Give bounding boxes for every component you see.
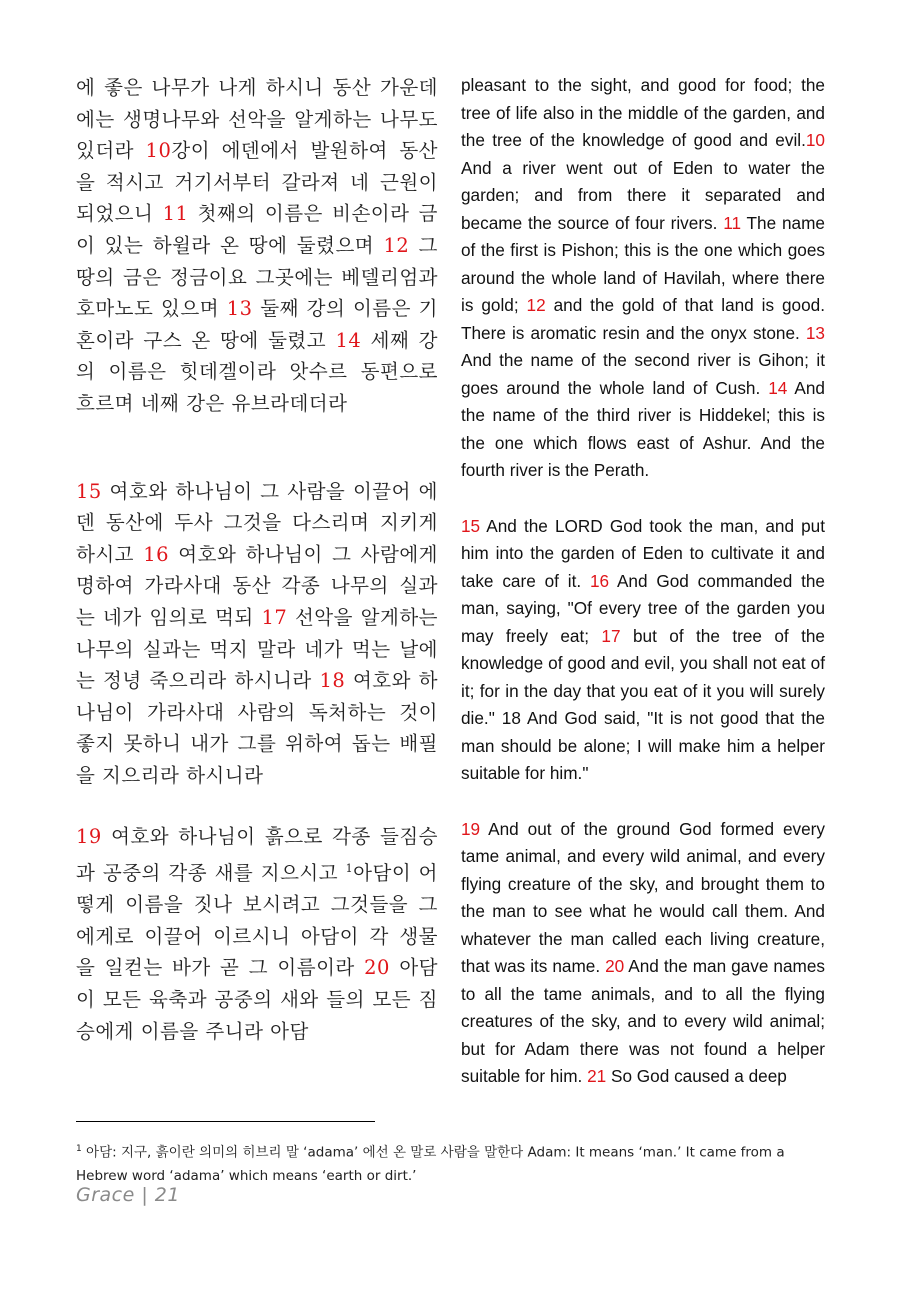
verse-number: 13 xyxy=(805,322,825,343)
verse-text: 아담이 모든 육축과 공중의 새와 들의 모든 짐승에게 이름을 주니라 아담 xyxy=(76,956,438,1043)
verse-text: and the gold of that land is good. There is aromatic resin and the onyx stone. xyxy=(461,295,826,343)
footnote xyxy=(76,1138,836,1188)
verse-number: 14 xyxy=(335,328,362,352)
page-footer: Grace | 21 xyxy=(76,1184,180,1206)
verse-text: The name of the first is Pishon; this is the one which goes around the whole land of Havilah, where there is gold; xyxy=(461,212,825,315)
verse-number: 12 xyxy=(383,233,410,257)
english-column xyxy=(461,72,825,1091)
verse-text: And the man gave names to all the tame animals, and to all the flying creatures of the sky, and to every wild animal; but for Adam there was not found a helper suitable for him. xyxy=(461,956,825,1086)
verse-text: 에 좋은 나무가 나게 하시니 동산 가운데에는 생명나무와 선악을 알게하는 나무도 있더라 xyxy=(76,76,438,163)
korean-paragraph xyxy=(76,821,438,1047)
english-paragraph xyxy=(461,513,825,788)
verse-text: And a river went out of Eden to water the garden; and from there it separated and became the source of four rivers. xyxy=(461,157,825,233)
verse-text: 여호와 하나님이 가라사대 사람의 독처하는 것이 좋지 못하니 내가 그를 위하여 돕는 배필을 지으리라 하시니라 xyxy=(76,669,438,787)
english-paragraph xyxy=(461,72,825,485)
verse-text: 여호와 하나님이 그 사람을 이끌어 에덴 동산에 두사 그것을 다스리며 지키게 하시고 xyxy=(76,479,438,566)
verse-number: 19 xyxy=(461,818,481,839)
verse-text: 선악을 알게하는 나무의 실과는 먹지 말라 네가 먹는 날에는 정녕 죽으리라 하시니라 xyxy=(76,605,438,693)
verse-text: 여호와 하나님이 그 사람에게 명하여 가라사대 동산 각종 나무의 실과는 네가 임의로 먹되 xyxy=(76,542,439,629)
verse-text: 여호와 하나님이 흙으로 각종 들짐승과 공중의 각종 새를 지으시고 xyxy=(76,825,438,885)
verse-text: 첫째의 이름은 비손이라 금이 있는 하윌라 온 땅에 둘렸으며 xyxy=(76,202,439,257)
verse-text: but of the tree of the knowledge of good and evil, you shall not eat of it; for in the day that you eat of it you will surely die." 18 And God said, "It is not good that the man should be alone; I will make him a helper suitable for him." xyxy=(461,625,825,783)
verse-text: 그 땅의 금은 정금이요 그곳에는 베델리엄과 호마노도 있으며 xyxy=(76,233,439,321)
korean-column xyxy=(76,72,438,1047)
verse-number: 10 xyxy=(145,139,172,163)
verse-text: And out of the ground God formed every tame animal, and every wild animal, and every flying creature of the sky, and brought them to the man to see what he would call them. And whatever the man called each living creature, that was its name. xyxy=(461,818,825,976)
verse-text: 강이 에덴에서 발원하여 동산을 적시고 거기서부터 갈라져 네 근원이 되었으니 xyxy=(76,139,438,226)
verse-number: 11 xyxy=(723,212,742,233)
footnote-text: 아담: 지구, 흙이란 의미의 히브리 말 ‘adama’ 에선 온 말로 사람을 말한다 Adam: It means ‘man.’ It came from a Hebrew word ‘adama’ which means ‘earth or dirt.’ xyxy=(76,1144,785,1184)
verse-number: 11 xyxy=(162,202,189,226)
verse-number: 15 xyxy=(76,479,102,503)
verse-number: 19 xyxy=(76,825,102,849)
verse-number: 16 xyxy=(589,570,610,591)
verse-number: 20 xyxy=(605,956,625,976)
verse-number: 20 xyxy=(364,956,390,980)
verse-text: 둘째 강의 이름은 기혼이라 구스 온 땅에 둘렸고 xyxy=(76,297,438,352)
verse-number: 17 xyxy=(601,625,621,646)
verse-text: And the name of the third river is Hiddekel; this is the one which flows east of Ashur. And the fourth river is the Perath. xyxy=(461,377,825,480)
korean-paragraph xyxy=(76,72,438,420)
verse-number: 17 xyxy=(261,605,288,629)
english-paragraph xyxy=(461,816,825,1091)
verse-number: 15 xyxy=(461,515,481,536)
verse-text: And God commanded the man, saying, "Of every tree of the garden you may freely eat; xyxy=(461,570,825,646)
verse-number: 13 xyxy=(226,297,253,321)
footnote-divider xyxy=(76,1121,375,1122)
verse-number: 12 xyxy=(526,295,546,315)
verse-number: 10 xyxy=(805,130,825,150)
verse-text: So God caused a deep xyxy=(606,1066,787,1086)
verse-text: 아담이 어떻게 이름을 짓나 보시려고 그것들을 그에게로 이끌어 이르시니 아담이 각 생물을 일컫는 바가 곧 그 이름이라 xyxy=(76,861,439,980)
verse-number: 21 xyxy=(587,1066,607,1086)
verse-text: And the name of the second river is Gihon; it goes around the whole land of Cush. xyxy=(461,350,825,398)
verse-number: 14 xyxy=(768,377,788,398)
footnote-reference[interactable]: 1 xyxy=(345,862,354,876)
verse-text: 세째 강의 이름은 힛데겔이라 앗수르 동편으로 흐르며 네째 강은 유브라데더라 xyxy=(76,328,438,415)
verse-number: 16 xyxy=(143,542,170,566)
korean-paragraph xyxy=(76,476,438,792)
footnote-number: 1 xyxy=(76,1144,82,1154)
verse-text: pleasant to the sight, and good for food; the tree of life also in the middle of the garden, and the tree of the knowledge of good and evil. xyxy=(461,75,825,150)
verse-number: 18 xyxy=(319,669,346,693)
verse-text: And the LORD God took the man, and put him into the garden of Eden to cultivate it and take care of it. xyxy=(461,515,825,591)
